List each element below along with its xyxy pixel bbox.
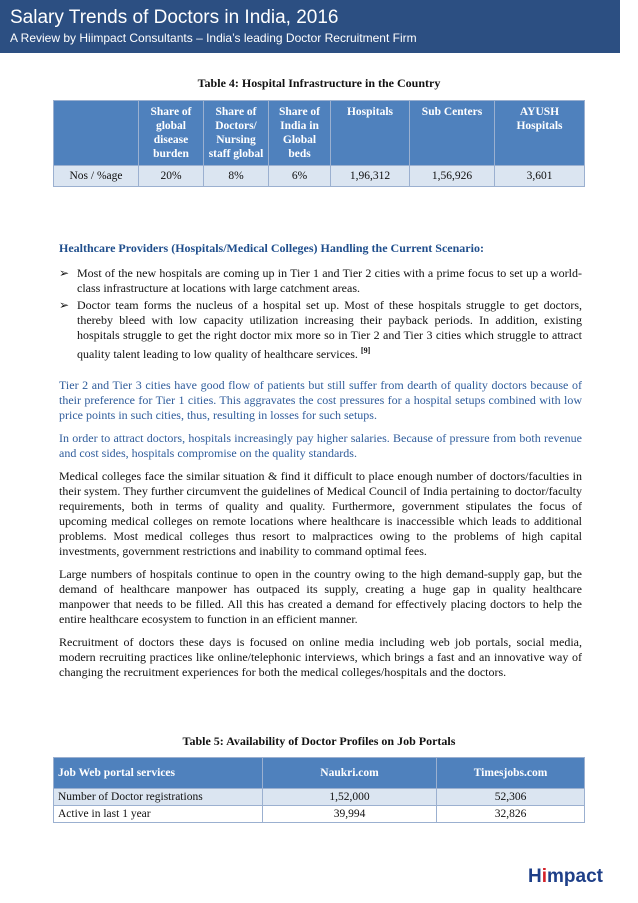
table-header-cell: Share of global disease burden [139,101,204,166]
table-cell: 20% [139,166,204,187]
bullet-list [59,266,582,362]
arrow-bullet-icon: ➢ [59,266,70,280]
paragraph: Large numbers of hospitals continue to open in the country owing to the high demand-supply gap, but the demand of healthcare manpower has outpaced its supply, creating a huge gap in quality healthcare manpower that needs to be filled. All this has created a demand for effectively placing doctors to help the entire healthcare ecosystem to function in an efficient manner. [59,567,582,626]
table-cell: 8% [204,166,269,187]
table-row [54,166,585,187]
table-cell: Nos / %age [54,166,139,187]
table-header-cell [54,101,139,166]
table-header-cell: AYUSH Hospitals [495,101,585,166]
table5-caption: Table 5: Availability of Doctor Profiles on Job Portals [182,734,456,748]
table-cell: 3,601 [495,166,585,187]
section-heading: Healthcare Providers (Hospitals/Medical Colleges) Handling the Current Scenario: [59,241,484,255]
section-body [59,241,582,680]
table-header-cell: Sub Centers [410,101,495,166]
job-portal-table [53,757,585,823]
table-cell: 52,306 [437,789,585,806]
document-subtitle: A Review by Hiimpact Consultants – India’s leading Doctor Recruitment Firm [10,31,417,45]
himpact-logo [528,866,603,888]
table-cell: Number of Doctor registrations [54,789,263,806]
table-header-cell: Timesjobs.com [437,758,585,789]
list-item [59,298,582,362]
table-header-cell: Share of Doctors/ Nursing staff global [204,101,269,166]
table-header-cell: Naukri.com [263,758,437,789]
paragraph: Recruitment of doctors these days is focused on online media including web job portals, social media, modern recruiting practices like online/telephonic interviews, which brings a fast and an innovative way of changing the recruitment experiences for both the medical colleges/hospitals and the doctors. [59,635,582,679]
table-header-cell: Job Web portal services [54,758,263,789]
table-cell: 6% [269,166,331,187]
table-cell: Active in last 1 year [54,806,263,823]
header-banner [0,0,620,53]
bullet-text: Most of the new hospitals are coming up in Tier 1 and Tier 2 cities with a prime focus to set up a world-class infrastructure at locations with large catchment areas. [77,266,582,295]
table-header-cell: Hospitals [331,101,410,166]
table-cell: 1,52,000 [263,789,437,806]
table-header-row [54,758,585,789]
document-title: Salary Trends of Doctors in India, 2016 [10,7,339,28]
paragraph: In order to attract doctors, hospitals increasingly pay higher salaries. Because of pressure from both revenue and cost sides, hospitals compromise on the quality standards. [59,431,582,460]
table-header-row [54,101,585,166]
bullet-text: Doctor team forms the nucleus of a hospital set up. Most of these hospitals struggle to get doctors, thereby bleed with low capacity utilization increasing their payback periods. In addition, existing hospitals struggle to get the right doctor mix more so in Tier 2 and Tier 3 cities which struggle to attract quality talent leading to low quality of healthcare services. [77,298,582,361]
hospital-infrastructure-table [53,100,585,187]
arrow-bullet-icon: ➢ [59,298,70,312]
paragraph: Medical colleges face the similar situation & find it difficult to place enough number of doctors/faculties in their system. They further circumvent the guidelines of Medical Council of India pertaining to doctor/faculty requirements, both in terms of quality and quality. Furthermore, government stipulates the focus of upcoming medical colleges on remote locations where healthcare is inaccessible which leads to additional problems. Most medical colleges thus resort to malpractices owing to the problems of high capital investments, government restrictions and inability to command optimal fees. [59,469,582,558]
table4-caption: Table 4: Hospital Infrastructure in the Country [197,76,441,90]
citation: [9] [360,346,371,355]
logo-rest: mpact [547,866,603,887]
list-item [59,266,582,296]
logo-h: H [528,866,542,887]
paragraph: Tier 2 and Tier 3 cities have good flow of patients but still suffer from dearth of quality doctors because of their preference for Tier 1 cities. This aggravates the cost pressures for a hospital setups combined with low price points in such cities, thus, resulting in losses for such setups. [59,378,582,422]
table-cell: 39,994 [263,806,437,823]
table-row [54,789,585,806]
table-cell: 1,56,926 [410,166,495,187]
table-cell: 1,96,312 [331,166,410,187]
table-cell: 32,826 [437,806,585,823]
logo-i: i [541,866,548,887]
table-header-cell: Share of India in Global beds [269,101,331,166]
table-row [54,806,585,823]
